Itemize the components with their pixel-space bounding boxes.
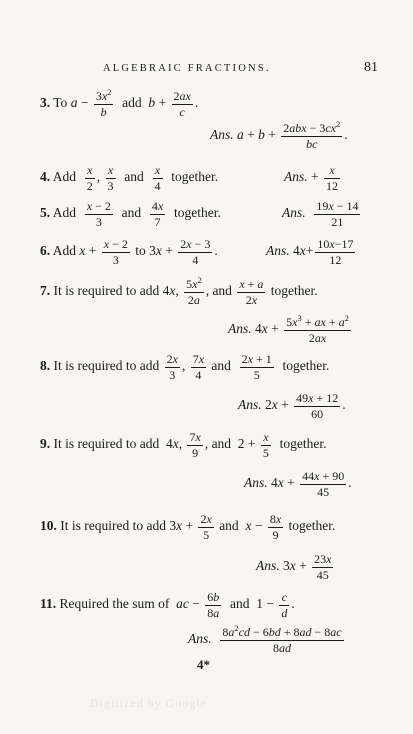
problem-5: 5. Add $\frac{x - 2}{3}$ and $\frac{4x}{7}$ together. [40, 199, 221, 229]
problem-number: 4. [40, 169, 51, 185]
problem-number: 6. [40, 243, 51, 259]
problem-number: 7. [40, 283, 51, 299]
page-number: 81 [364, 60, 378, 75]
problem-11: 11. Required the sum of ac − $\frac{6b}{8a}$ and 1 − $\frac{c}{d}$ . [40, 590, 295, 620]
answer-5: Ans. $\frac{19x - 14}{21}$ [282, 199, 359, 229]
answer-6: Ans. 4x+ $\frac{10x-17}{12}$ [266, 237, 354, 267]
problem-number: 10. [40, 518, 57, 534]
answer-4: Ans. + $\frac{x}{12}$ [284, 163, 338, 193]
answer-9: Ans. 4x + $\frac{44x + 90}{45}$ . [244, 469, 352, 499]
problem-3: 3. To a − $\frac{3x^2}{b}$ add b + $\frac{2ax}{c}$ . [40, 87, 199, 119]
problem-4: 4. Add $\frac{x}{2}$ , $\frac{x}{3}$ and $\frac{x}{4}$ together. [40, 163, 219, 193]
problem-number: 5. [40, 205, 51, 221]
answer-7: Ans. 4x + $\frac{5x^3 + ax + a^2}{2ax}$ [228, 313, 349, 345]
problem-6: 6. Add x + $\frac{x - 2}{3}$ to 3x + $\frac{2x - 3}{4}$ . [40, 237, 218, 267]
answer-8: Ans. 2x + $\frac{49x + 12}{60}$ . [238, 391, 346, 421]
problem-7: 7. It is required to add 4x, $\frac{5x^2}{2a}$ , and $\frac{x + a}{2x}$ together. [40, 275, 318, 307]
problem-10: 10. It is required to add 3x + $\frac{2x}{5}$ and x − $\frac{8x}{9}$ together. [40, 512, 336, 542]
watermark: Digitized by Google [90, 696, 207, 710]
problem-number: 3. [40, 95, 51, 111]
problem-8: 8. It is required to add $\frac{2x}{3}$ , $\frac{7x}{4}$ and $\frac{2x + 1}{5}$ together. [40, 352, 330, 382]
signature-mark: 4* [197, 657, 210, 672]
answer-11: Ans. $\frac{8a^2cd - 6bd + 8ad - 8ac}{8ad}$ [188, 623, 342, 655]
problem-number: 9. [40, 436, 51, 452]
problem-number: 8. [40, 358, 51, 374]
answer-3: Ans. a + b + $2abx - 3cx^2$ bc . [210, 119, 348, 151]
problem-number: 11. [40, 596, 57, 612]
problem-9: 9. It is required to add 4x, $\frac{7x}{9}$ , and 2 + $\frac{x}{5}$ together. [40, 430, 327, 460]
answer-10: Ans. 3x + $\frac{23x}{45}$ [256, 552, 332, 582]
running-head: ALGEBRAIC FRACTIONS. [103, 63, 271, 74]
